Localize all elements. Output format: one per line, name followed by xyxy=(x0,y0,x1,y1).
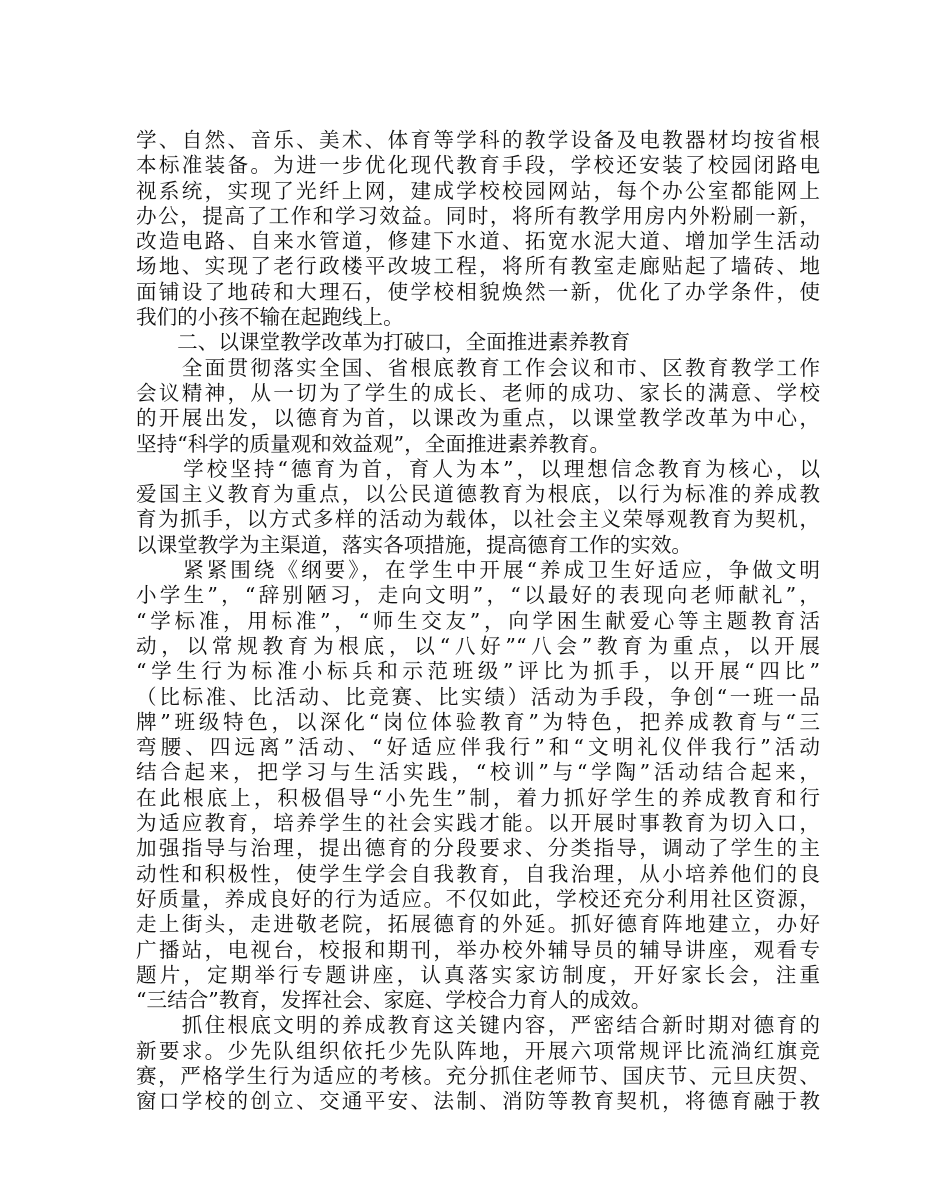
text-line: （比标准、比活动、比竞赛、比实绩）活动为手段，争创“一班一品 xyxy=(136,684,820,709)
text-line: 改造电路、自来水管道，修建下水道、拓宽水泥大道、增加学生活动 xyxy=(136,229,820,254)
text-line: 题片，定期举行专题讲座，认真落实家访制度，开好家长会，注重 xyxy=(136,962,820,987)
text-line: 广播站，电视台，校报和期刊，举办校外辅导员的辅导讲座，观看专 xyxy=(136,937,820,962)
text-line: 学、自然、音乐、美术、体育等学科的教学设备及电教器材均按省根 xyxy=(136,128,820,152)
text-line: “学生行为标准小标兵和示范班级”评比为抓手，以开展“四比” xyxy=(136,659,820,684)
text-line: 本标准装备。为进一步优化现代教育手段，学校还安装了校园闭路电 xyxy=(136,153,820,178)
text-line: 全面贯彻落实全国、省根底教育工作会议和市、区教育教学工作 xyxy=(136,355,820,380)
text-line: “学标准，用标准”，“师生交友”，向学困生献爱心等主题教育活 xyxy=(136,608,820,633)
text-line: 育为抓手，以方式多样的活动为载体，以社会主义荣辱观教育为契机， xyxy=(136,507,820,532)
text-line: 为适应教育，培养学生的社会实践才能。以开展时事教育为切入口， xyxy=(136,811,820,836)
text-line: 会议精神，从一切为了学生的成长、老师的成功、家长的满意、学校 xyxy=(136,380,820,405)
text-line: 我们的小孩不输在起跑线上。 xyxy=(136,305,404,330)
text-line: “三结合”教育，发挥社会、家庭、学校合力育人的成效。 xyxy=(136,988,652,1013)
text-line: 办公，提高了工作和学习效益。同时，将所有教学用房内外粉刷一新， xyxy=(136,203,820,228)
text-line: 新要求。少先队组织依托少先队阵地，开展六项常规评比流淌红旗竞 xyxy=(136,1038,820,1063)
text-line: 紧紧围绕《纲要》，在学生中开展“养成卫生好适应，争做文明 xyxy=(136,558,820,583)
text-line: 抓住根底文明的养成教育这关键内容，严密结合新时期对德育的 xyxy=(136,1013,820,1038)
text-line: 动，以常规教育为根底，以“八好”“八会”教育为重点，以开展 xyxy=(136,633,820,658)
text-line: 好质量，养成良好的行为适应。不仅如此，学校还充分利用社区资源， xyxy=(136,886,820,911)
text-line: 窗口学校的创立、交通平安、法制、消防等教育契机，将德育融于教 xyxy=(136,1089,820,1114)
text-line: 学校坚持“德育为首，育人为本”，以理想信念教育为核心，以 xyxy=(136,456,820,481)
document-page xyxy=(136,128,820,1115)
text-line: 牌”班级特色，以深化“岗位体验教育”为特色，把养成教育与“三 xyxy=(136,709,820,734)
text-line: 赛，严格学生行为适应的考核。充分抓住老师节、国庆节、元旦庆贺、 xyxy=(136,1063,820,1088)
text-line: 加强指导与治理，提出德育的分段要求、分类指导，调动了学生的主 xyxy=(136,836,820,861)
text-line: 走上街头，走进敬老院，拓展德育的外延。抓好德育阵地建立，办好 xyxy=(136,912,820,937)
text-line: 小学生”，“辞别陋习，走向文明”，“以最好的表现向老师献礼”， xyxy=(136,583,820,608)
text-line: 的开展出发，以德育为首，以课改为重点，以课堂教学改革为中心， xyxy=(136,406,820,431)
text-line: 弯腰、四远离”活动、“好适应伴我行”和“文明礼仪伴我行”活动 xyxy=(136,735,820,760)
text-line: 场地、实现了老行政楼平改坡工程，将所有教室走廊贴起了墙砖、地 xyxy=(136,254,820,279)
text-line: 面铺设了地砖和大理石，使学校相貌焕然一新，优化了办学条件，使 xyxy=(136,279,820,304)
text-line: 视系统，实现了光纤上网，建成学校校园网站，每个办公室都能网上 xyxy=(136,178,820,203)
text-line: 动性和积极性，使学生学会自我教育，自我治理，从小培养他们的良 xyxy=(136,861,820,886)
text-line: 坚持“科学的质量观和效益观”，全面推进素养教育。 xyxy=(136,431,611,456)
text-line: 爱国主义教育为重点，以公民道德教育为根底，以行为标准的养成教 xyxy=(136,482,820,507)
text-line: 在此根底上，积极倡导“小先生”制，着力抓好学生的养成教育和行 xyxy=(136,785,820,810)
text-line: 二、以课堂教学改革为打破口，全面推进素养教育 xyxy=(136,330,631,355)
text-line: 以课堂教学为主渠道，落实各项措施，提高德育工作的实效。 xyxy=(136,532,693,557)
text-line: 结合起来，把学习与生活实践，“校训”与“学陶”活动结合起来， xyxy=(136,760,820,785)
